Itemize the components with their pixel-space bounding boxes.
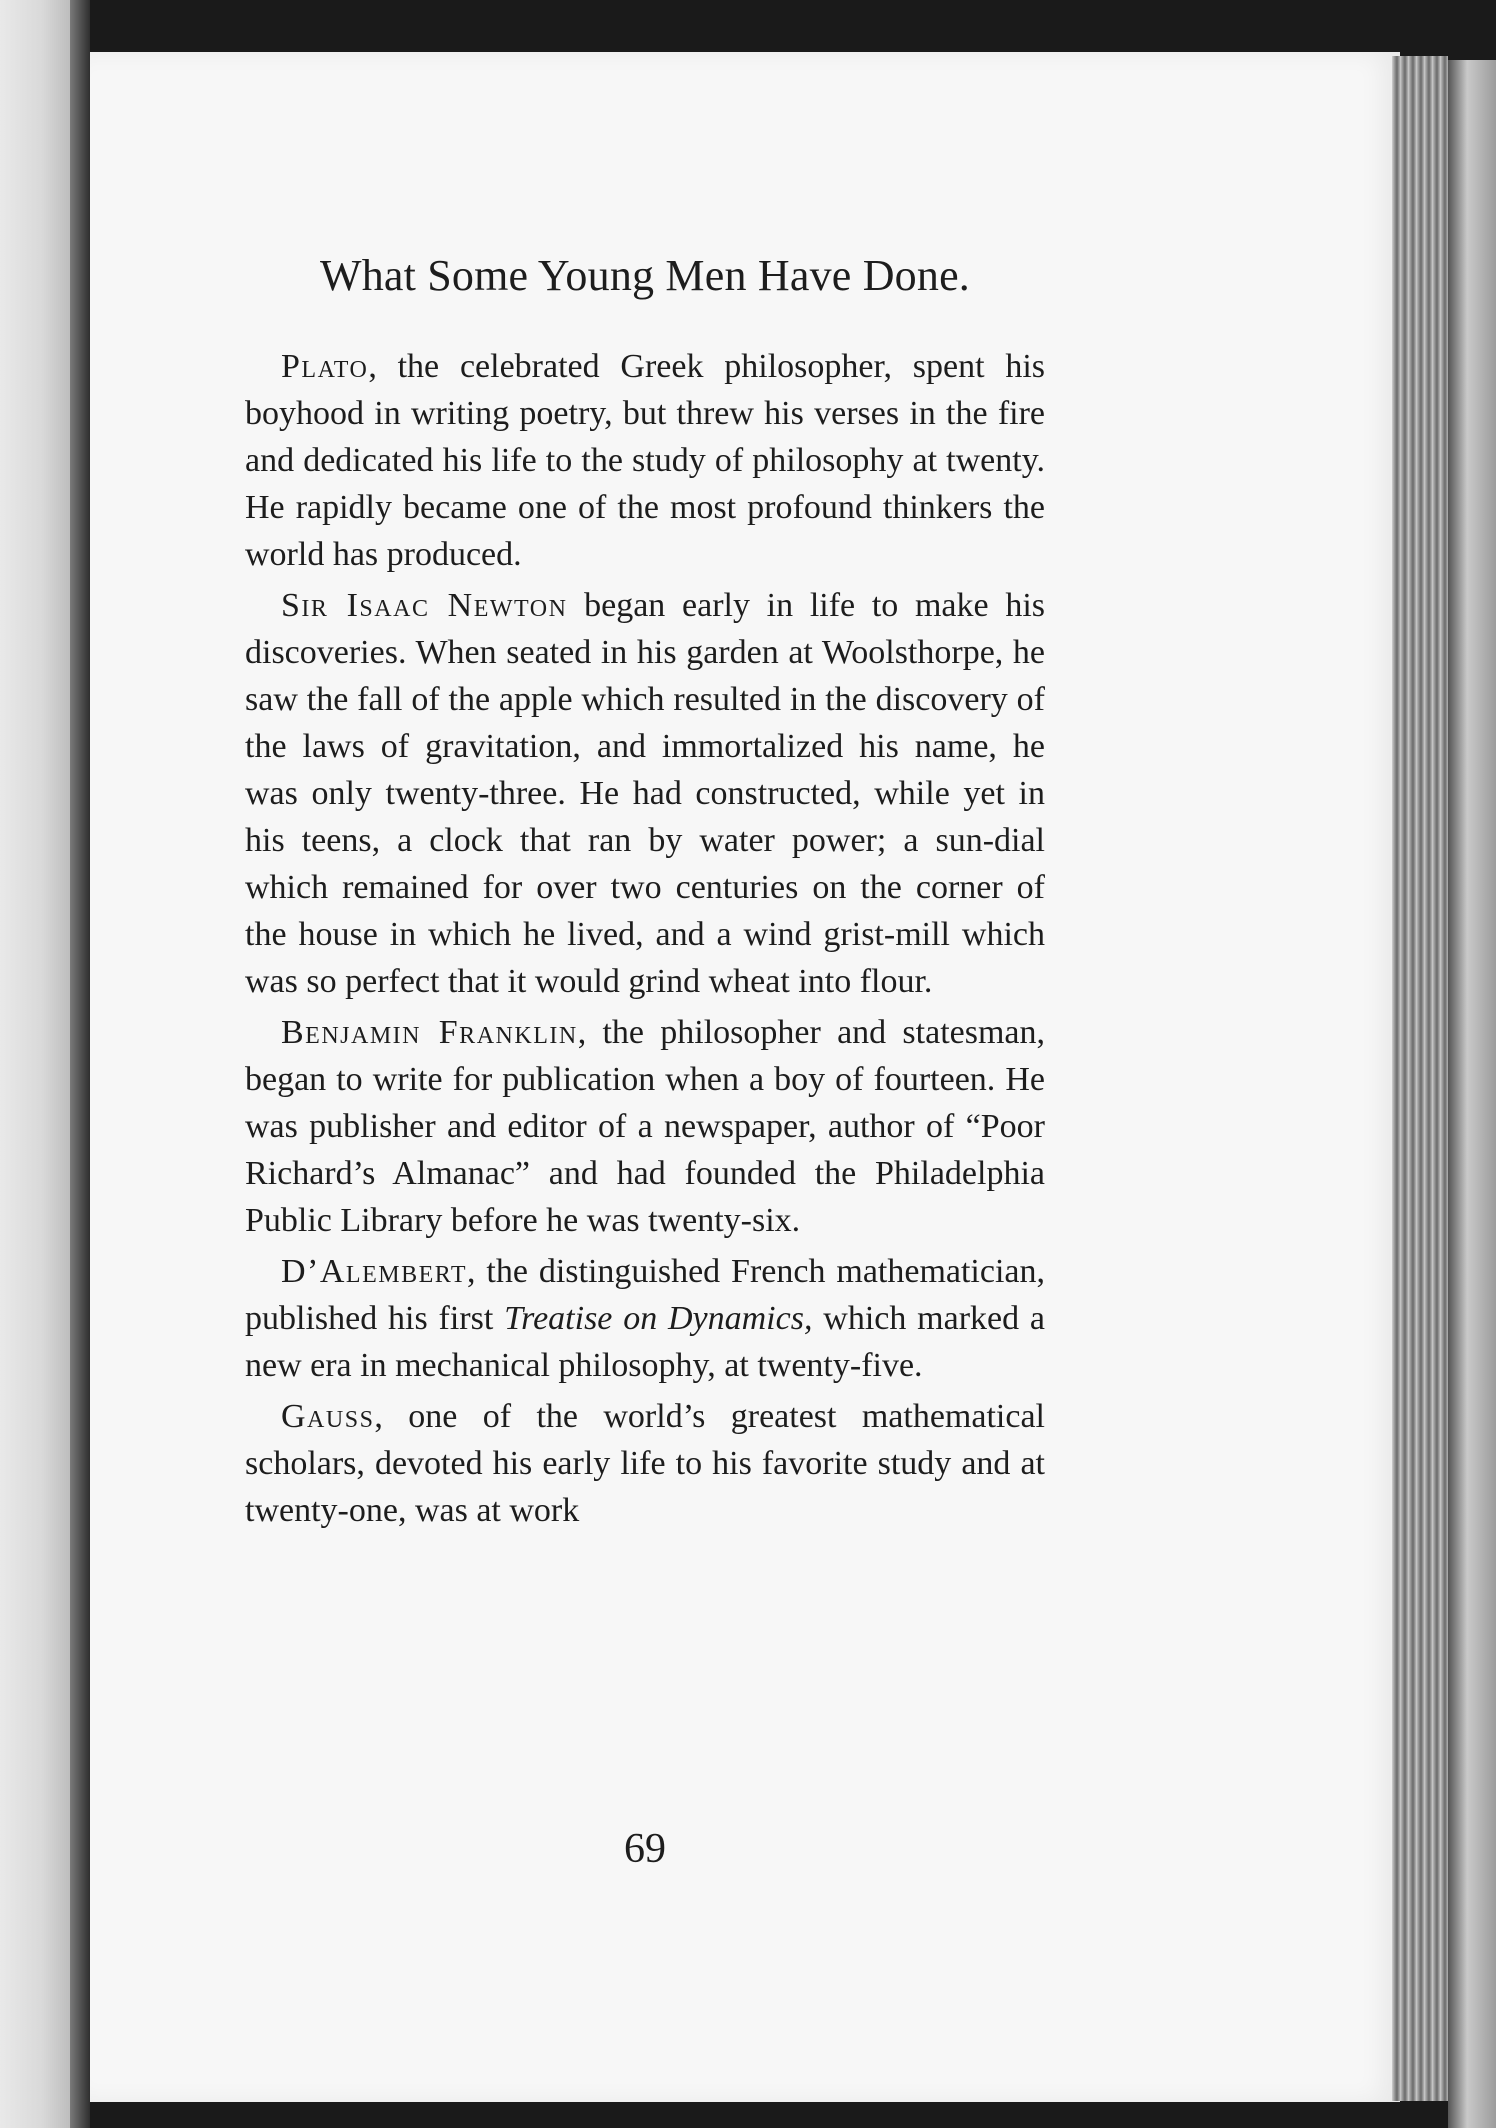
paragraph-franklin [245,1009,1045,1244]
page-text-block [245,250,1046,1872]
book-cover-edge [1448,60,1496,2128]
facing-page-edge [0,0,70,2128]
paragraph-gauss [245,1393,1045,1534]
person-name: Gauss [281,1398,375,1435]
paragraph-text: , the distinguished French mathematician, published his first [245,1253,1045,1337]
paragraph-text: began early in life to make his discoveries. When seated in his garden at Woolsthorpe, he saw the fall of the apple which resulted in the discovery of the laws of gravitation, and immortalized his name, he was only twenty-three. He had constructed, while yet in his teens, a clock that ran by water power; a sun-dial which remained for over two centuries on the corner of the house in which he lived, and a wind grist-mill which was so perfect that it would grind wheat into flour. [245,587,1045,1000]
person-name: Benjamin Franklin [281,1014,578,1051]
paragraph-text: which marked a new era in mechanical philosophy, at twenty-five. [245,1300,1046,1384]
paragraph-text: , one of the world’s greatest mathematical scholars, devoted his early life to his favorite study and at twenty-one, was at work [245,1398,1045,1529]
paragraph-newton [245,582,1045,1005]
page-block-edges [1392,56,1448,2101]
person-name: Plato [281,348,369,385]
person-name: Sir Isaac Newton [281,587,568,624]
person-name: D’Alembert [281,1253,467,1290]
book-gutter [70,0,90,2128]
paragraph-text: , the celebrated Greek philosopher, spent his boyhood in writing poetry, but threw his verses in the fire and dedicated his life to the study of philosophy at twenty. He rapidly became one of the most profound thinkers the world has produced. [245,348,1045,573]
book-title: Treatise on Dynamics, [504,1300,813,1337]
page-number: 69 [624,1826,666,1872]
paragraph-dalembert [245,1248,1045,1389]
chapter-title: What Some Young Men Have Done. [319,251,971,300]
paragraph-text: , the philosopher and statesman, began to write for publication when a boy of fourteen. He was publisher and editor of a newspaper, author of “Poor Richard’s Almanac” and had founded the Philadelphia Public Library before he was twenty-six. [245,1014,1046,1239]
paragraph-plato [245,343,1045,578]
